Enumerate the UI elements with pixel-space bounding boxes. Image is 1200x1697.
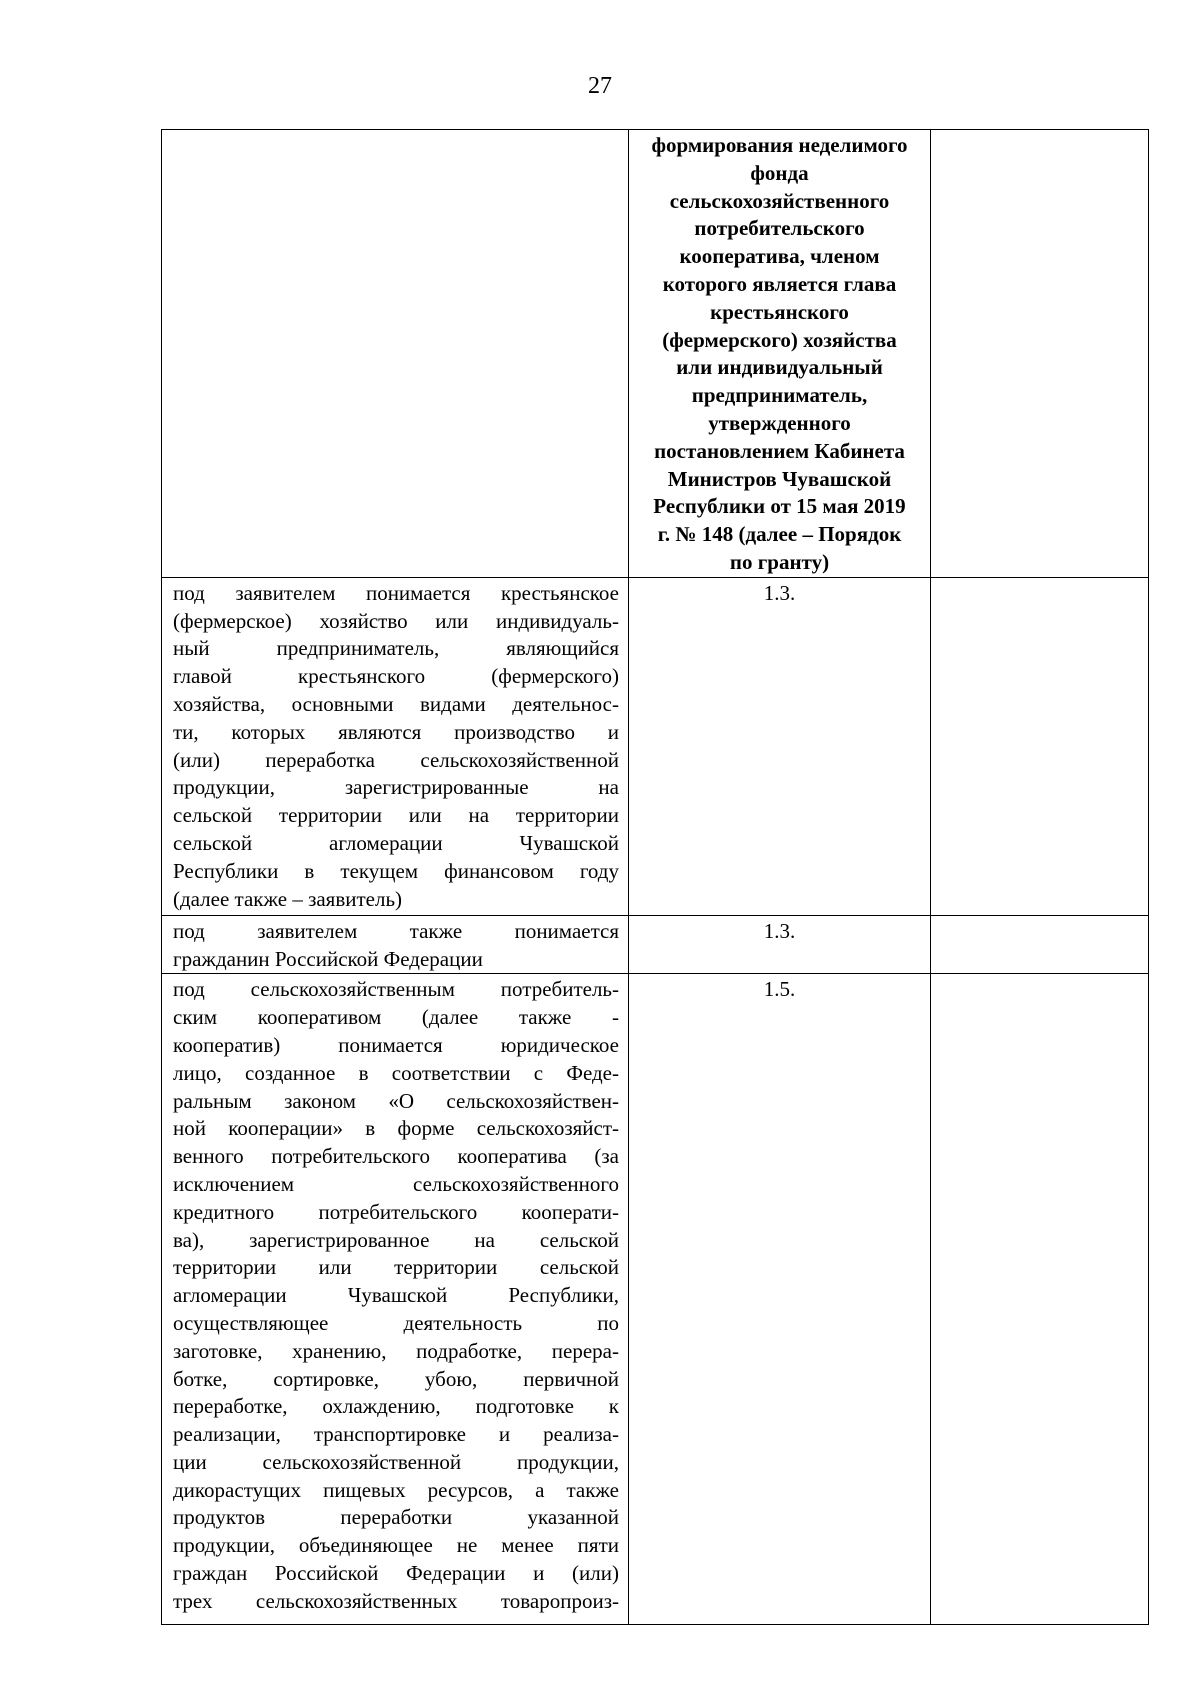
source-line: или индивидуальный (676, 355, 883, 380)
term-line: (далее также – заявитель) (173, 886, 403, 911)
term-line: главой крестьянского (фермерского) (173, 664, 619, 689)
table-row (162, 577, 1149, 915)
term-cell (162, 915, 629, 974)
term-line: сельской территории или на территории (173, 803, 619, 828)
term-cell (162, 974, 629, 1625)
source-line: утвержденного (708, 410, 851, 435)
term-line: ботке, сортировке, убою, первичной (173, 1366, 619, 1391)
term-line: продукции, объединяющее не менее пяти (173, 1533, 619, 1558)
source-line: постановлением Кабинета (654, 438, 905, 463)
term-line: лицо, созданное в соответствии с Феде- (173, 1060, 619, 1085)
source-line: (фермерского) хозяйства (662, 327, 897, 352)
term-line: трех сельскохозяйственных товаропроиз- (173, 1588, 619, 1613)
source-line: предприниматель, (691, 383, 868, 408)
term-line: сельской агломерации Чувашской (173, 830, 619, 855)
term-line: граждан Российской Федерации и (или) (173, 1561, 619, 1586)
definitions-table (161, 129, 1149, 1625)
term-line: ный предприниматель, являющийся (173, 636, 619, 661)
note-cell (931, 915, 1149, 974)
term-line: под заявителем понимается крестьянское (173, 580, 619, 605)
term-line: реализации, транспортировке и реализа- (173, 1422, 619, 1447)
note-cell (931, 130, 1149, 578)
source-line: крестьянского (710, 299, 849, 324)
term-line: хозяйства, основными видами деятельнос- (173, 691, 619, 716)
source-line: г. № 148 (далее – Порядок (657, 522, 902, 547)
page-number: 27 (588, 73, 612, 99)
term-line: Республики в текущем финансовом году (173, 858, 619, 883)
term-line: заготовке, хранению, подработке, перера- (173, 1338, 619, 1363)
term-line: ции сельскохозяйственной продукции, (173, 1449, 619, 1474)
term-line: агломерации Чувашской Республики, (173, 1283, 619, 1308)
source-document-cell (629, 130, 931, 578)
note-cell (931, 974, 1149, 1625)
point-cell: 1.3. (629, 577, 931, 915)
table-row (162, 915, 1149, 974)
term-line: продуктов переработки указанной (173, 1505, 619, 1530)
source-line: кооператива, членом (679, 244, 880, 269)
term-line: кредитного потребительского кооперати- (173, 1199, 619, 1224)
term-line: ральным законом «О сельскохозяйствен- (173, 1088, 619, 1113)
table-row-continuation (162, 130, 1149, 578)
note-cell (931, 577, 1149, 915)
source-line: сельскохозяйственного (669, 188, 890, 213)
term-line: осуществляющее деятельность по (173, 1310, 619, 1335)
term-line: под заявителем также понимается (173, 918, 619, 943)
source-line: Республики от 15 мая 2019 (653, 494, 906, 519)
term-line: венного потребительского кооператива (за (173, 1144, 619, 1169)
term-line: дикорастущих пищевых ресурсов, а также (173, 1477, 619, 1502)
point-cell: 1.3. (629, 915, 931, 974)
term-line: продукции, зарегистрированные на (173, 775, 619, 800)
term-line: ва), зарегистрированное на сельской (173, 1227, 619, 1252)
term-line: ной кооперации» в форме сельскохозяйст- (173, 1116, 619, 1141)
source-line: по гранту) (729, 549, 830, 574)
source-line: фонда (750, 160, 809, 185)
source-line: Министров Чувашской (667, 466, 892, 491)
term-line: территории или территории сельской (173, 1255, 619, 1280)
term-line: (или) переработка сельскохозяйственной (173, 747, 619, 772)
term-line: переработке, охлаждению, подготовке к (173, 1394, 619, 1419)
term-line: ским кооперативом (далее также - (173, 1005, 619, 1030)
point-cell: 1.5. (629, 974, 931, 1625)
term-line: ти, которых являются производство и (173, 719, 619, 744)
term-line: исключением сельскохозяйственного (173, 1171, 619, 1196)
source-line: потребительского (694, 216, 865, 241)
term-cell (162, 130, 629, 578)
term-line: гражданин Российской Федерации (173, 946, 483, 971)
table-row (162, 974, 1149, 1625)
term-line: под сельскохозяйственным потребитель- (173, 977, 619, 1002)
term-line: кооператив) понимается юридическое (173, 1032, 619, 1057)
source-line: которого является глава (662, 271, 897, 296)
term-cell (162, 577, 629, 915)
term-line: (фермерское) хозяйство или индивидуаль- (173, 608, 619, 633)
source-line: формирования неделимого (651, 133, 908, 157)
